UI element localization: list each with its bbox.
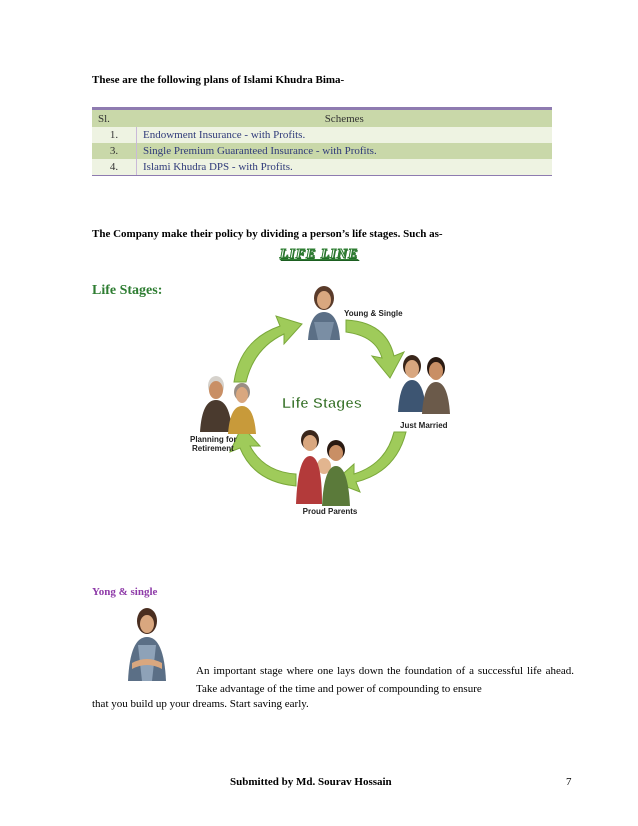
table-row — [92, 159, 552, 176]
page-number: 7 — [566, 776, 572, 788]
just-married-portrait — [398, 355, 450, 414]
arrow-top-right — [346, 320, 404, 378]
header-sl: Sl. — [92, 109, 137, 128]
stage-label-retirement: Planning for Retirement — [190, 435, 237, 453]
row-scheme: Endowment Insurance - with Profits. — [137, 127, 553, 143]
row-scheme: Islami Khudra DPS - with Profits. — [137, 159, 553, 176]
stage-label-just-married: Just Married — [400, 421, 448, 430]
table-row — [92, 127, 552, 143]
row-sl: 1. — [92, 127, 137, 143]
row-sl: 4. — [92, 159, 137, 176]
retirement-portrait — [200, 376, 256, 434]
description-continuation: that you build up your dreams. Start saving early. — [92, 698, 309, 710]
arrow-bottom-left — [230, 426, 296, 486]
life-stages-diagram — [176, 282, 464, 520]
row-scheme: Single Premium Guaranteed Insurance - with Profits. — [137, 143, 553, 159]
footer-submitted-by: Submitted by Md. Sourav Hossain — [230, 776, 392, 788]
table-header-row — [92, 109, 552, 128]
description-paragraph: An important stage where one lays down the foundation of a successful life ahead. Take advantage of the time and power of compounding to ensure — [196, 665, 574, 695]
stage-label-young-single: Young & Single — [344, 309, 403, 318]
proud-parents-portrait — [296, 430, 350, 506]
intro-text: These are the following plans of Islami Khudra Bima- — [92, 74, 345, 86]
plans-table — [92, 107, 552, 176]
row-sl: 3. — [92, 143, 137, 159]
table-row — [92, 143, 552, 159]
life-stages-label: Life Stages: — [92, 283, 163, 298]
stage-label-proud-parents: Proud Parents — [302, 507, 358, 516]
life-line-heading: LIFE LINE — [279, 247, 359, 262]
company-text: The Company make their policy by dividing a person’s life stages. Such as- — [92, 228, 443, 240]
diagram-center-label: Life Stages — [281, 395, 363, 412]
young-single-portrait — [308, 286, 340, 340]
young-single-photo — [122, 607, 172, 681]
header-schemes: Schemes — [137, 109, 553, 128]
section-heading: Yong & single — [92, 586, 158, 598]
arrow-top-left — [234, 316, 302, 382]
